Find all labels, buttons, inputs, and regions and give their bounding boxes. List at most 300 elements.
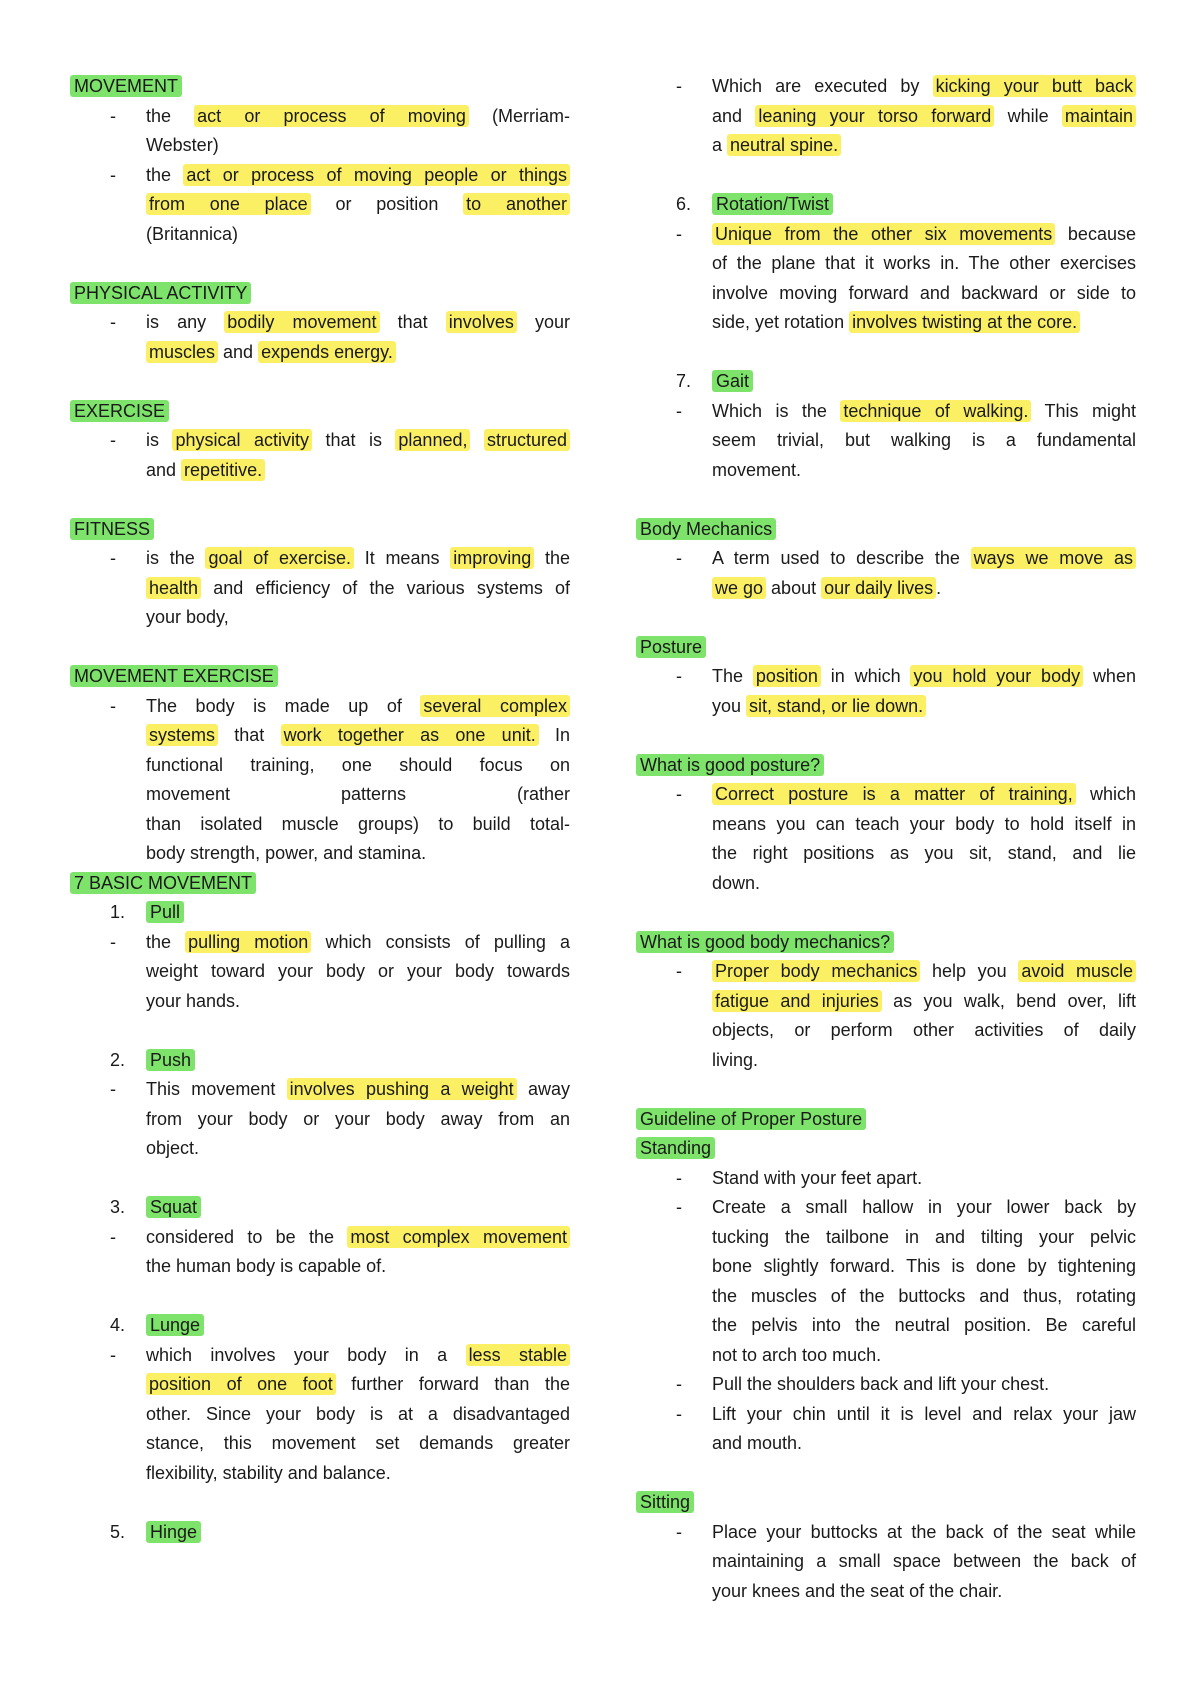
plain-text: living. xyxy=(712,1049,759,1070)
plain-text: seem trivial, but walking is a fundamental xyxy=(712,430,1136,450)
text-line xyxy=(70,190,570,220)
plain-text: than isolated muscle groups) to build total- xyxy=(146,813,570,834)
yellow-highlight-text: from one place xyxy=(146,193,311,215)
plain-text: is xyxy=(146,430,173,450)
plain-text: while xyxy=(1007,105,1062,126)
yellow-highlight-text: act or process of moving people or things xyxy=(183,164,570,186)
plain-text: flexibility, stability and balance. xyxy=(146,1462,391,1483)
text-line xyxy=(636,662,1136,692)
line-text xyxy=(712,1282,1136,1312)
text-line xyxy=(70,1075,570,1105)
section-heading xyxy=(636,751,1136,781)
yellow-highlight-text: fatigue and injuries xyxy=(712,990,882,1012)
line-text xyxy=(712,1046,1136,1076)
yellow-highlight-text: improving xyxy=(450,547,534,569)
text-line xyxy=(636,1429,1136,1459)
plain-text: when xyxy=(1092,666,1136,686)
text-line xyxy=(636,957,1136,987)
yellow-highlight-text: avoid muscle xyxy=(1018,960,1136,982)
bullet-marker: - xyxy=(110,164,116,185)
line-text xyxy=(146,456,570,486)
blank-line xyxy=(70,633,570,663)
text-line xyxy=(70,1459,570,1489)
line-text xyxy=(146,544,570,574)
yellow-highlight-text: you hold your body xyxy=(910,665,1083,687)
line-text xyxy=(712,1016,1136,1046)
line-text xyxy=(712,1193,1136,1223)
text-line xyxy=(636,1164,1136,1194)
yellow-highlight-text: technique of walking. xyxy=(840,400,1031,422)
green-highlight-text: Rotation/Twist xyxy=(712,193,833,215)
plain-text: or position xyxy=(335,194,464,214)
plain-text: side, yet rotation xyxy=(712,312,850,332)
plain-text: as you walk, bend over, lift xyxy=(893,990,1136,1011)
plain-text: the pelvis into the neutral position. Be careful xyxy=(712,1315,1136,1335)
line-text xyxy=(712,1311,1136,1341)
yellow-highlight-text: involves twisting at the core. xyxy=(849,311,1080,333)
line-text xyxy=(146,780,570,810)
text-line xyxy=(636,1577,1136,1607)
section-heading xyxy=(636,633,1136,663)
yellow-highlight-text: Unique from the other six movements xyxy=(712,223,1055,245)
section-heading xyxy=(636,1488,1136,1518)
bullet-marker: - xyxy=(676,784,682,804)
line-text xyxy=(146,1400,570,1430)
line-text xyxy=(146,1311,570,1341)
yellow-highlight-text: leaning your torso forward xyxy=(755,105,994,127)
green-highlight-text: Lunge xyxy=(146,1314,204,1336)
blank-line xyxy=(70,1164,570,1194)
text-line xyxy=(636,279,1136,309)
plain-text: your body, xyxy=(146,607,229,627)
bullet-marker: - xyxy=(676,1403,682,1424)
blank-line xyxy=(636,338,1136,368)
line-text xyxy=(146,1046,570,1076)
bullet-marker: - xyxy=(110,1344,116,1365)
numbered-item xyxy=(70,1311,570,1341)
line-text xyxy=(146,751,570,781)
line-text xyxy=(146,721,570,751)
bullet-marker: - xyxy=(676,666,682,686)
text-line xyxy=(70,308,570,338)
plain-text: your xyxy=(534,312,570,332)
bullet-marker: - xyxy=(110,695,116,716)
text-line xyxy=(70,426,570,456)
text-line xyxy=(636,456,1136,486)
line-text xyxy=(712,1341,1136,1371)
yellow-highlight-text: involves xyxy=(446,311,517,333)
yellow-highlight-text: several complex xyxy=(420,695,570,717)
right-column xyxy=(636,72,1136,1606)
item-number: 5. xyxy=(110,1521,126,1542)
blank-line xyxy=(636,485,1136,515)
line-text xyxy=(146,839,570,869)
plain-text: in which xyxy=(830,666,911,686)
plain-text: maintaining a small space between the back of xyxy=(712,1551,1136,1571)
plain-text: which consists of pulling a xyxy=(325,931,570,952)
line-text xyxy=(712,810,1136,840)
section-heading xyxy=(636,1105,1136,1135)
plain-text: and xyxy=(218,341,259,362)
text-line xyxy=(636,249,1136,279)
yellow-highlight-text: sit, stand, or lie down. xyxy=(746,695,926,717)
bullet-marker: - xyxy=(676,76,682,96)
line-text xyxy=(146,1193,570,1223)
plain-text: help you xyxy=(932,961,1019,981)
plain-text: Which is the xyxy=(712,400,841,421)
yellow-highlight-text: Proper body mechanics xyxy=(712,960,920,982)
text-line xyxy=(636,131,1136,161)
plain-text: body strength, power, and stamina. xyxy=(146,843,427,863)
text-line xyxy=(636,544,1136,574)
line-text xyxy=(712,1223,1136,1253)
text-line xyxy=(70,1105,570,1135)
line-text xyxy=(146,426,570,456)
line-text xyxy=(146,1134,570,1164)
text-line xyxy=(70,603,570,633)
text-line xyxy=(70,839,570,869)
plain-text: and efficiency of the various systems of xyxy=(213,577,570,598)
bullet-marker: - xyxy=(676,1167,682,1188)
text-line xyxy=(70,1223,570,1253)
line-text xyxy=(146,1252,570,1282)
bullet-marker: - xyxy=(676,548,682,568)
text-line xyxy=(636,1193,1136,1223)
line-text xyxy=(712,131,1136,161)
line-text xyxy=(712,1164,1136,1194)
green-highlight-text: FITNESS xyxy=(70,518,154,540)
yellow-highlight-text: ways we move as xyxy=(971,547,1136,569)
section-heading xyxy=(70,279,570,309)
yellow-highlight-text: act or process of moving xyxy=(194,105,469,127)
plain-text: and mouth. xyxy=(712,1433,803,1453)
plain-text: the xyxy=(146,164,184,185)
text-line xyxy=(70,1341,570,1371)
yellow-highlight-text: to another xyxy=(463,193,570,215)
yellow-highlight-text: pulling motion xyxy=(185,931,311,953)
plain-text: your knees and the seat of the chair. xyxy=(712,1580,1003,1601)
line-text xyxy=(146,131,570,161)
plain-text: Place your buttocks at the back of the seat while xyxy=(712,1521,1136,1542)
text-line xyxy=(70,338,570,368)
plain-text: In xyxy=(554,725,570,745)
plain-text: This might xyxy=(1044,400,1136,421)
blank-line xyxy=(636,1459,1136,1489)
line-text xyxy=(146,1370,570,1400)
line-text xyxy=(146,220,570,250)
section-heading xyxy=(70,869,570,899)
yellow-highlight-text: neutral spine. xyxy=(727,134,841,156)
plain-text: is the xyxy=(146,548,206,568)
text-line xyxy=(636,1046,1136,1076)
line-text xyxy=(712,426,1136,456)
blank-line xyxy=(636,898,1136,928)
item-number: 6. xyxy=(676,194,692,214)
text-line xyxy=(636,692,1136,722)
bullet-marker: - xyxy=(676,1521,682,1542)
green-highlight-text: Guideline of Proper Posture xyxy=(636,1108,866,1130)
bullet-marker: - xyxy=(110,931,116,952)
line-text xyxy=(146,190,570,220)
line-text xyxy=(146,1075,570,1105)
line-text xyxy=(146,338,570,368)
text-line xyxy=(636,72,1136,102)
text-line xyxy=(70,1370,570,1400)
text-line xyxy=(70,574,570,604)
item-number: 2. xyxy=(110,1049,126,1070)
plain-text: functional training, one should focus on xyxy=(146,754,570,775)
blank-line xyxy=(70,1282,570,1312)
line-text xyxy=(712,1252,1136,1282)
text-line xyxy=(636,1370,1136,1400)
line-text xyxy=(712,220,1136,250)
text-line xyxy=(636,1016,1136,1046)
text-line xyxy=(636,1311,1136,1341)
green-highlight-text: Sitting xyxy=(636,1491,694,1513)
text-line xyxy=(636,1547,1136,1577)
yellow-highlight-text: less stable xyxy=(466,1344,570,1366)
text-line xyxy=(70,751,570,781)
plain-text: The xyxy=(712,666,753,686)
plain-text: a xyxy=(712,135,728,155)
plain-text: the muscles of the buttocks and thus, rotating xyxy=(712,1285,1136,1306)
bullet-marker: - xyxy=(676,961,682,981)
bullet-marker: - xyxy=(110,312,116,332)
line-text xyxy=(712,987,1136,1017)
bullet-marker: - xyxy=(110,1079,116,1099)
line-text xyxy=(146,987,570,1017)
text-line xyxy=(636,1223,1136,1253)
line-text xyxy=(712,1577,1136,1607)
plain-text: that xyxy=(234,725,281,745)
green-highlight-text: Body Mechanics xyxy=(636,518,776,540)
section-heading xyxy=(70,72,570,102)
text-line xyxy=(70,721,570,751)
yellow-highlight-text: structured xyxy=(484,429,570,451)
yellow-highlight-text: health xyxy=(146,577,201,599)
plain-text: the right positions as you sit, stand, and lie xyxy=(712,843,1136,863)
bullet-marker: - xyxy=(110,105,116,126)
text-line xyxy=(70,161,570,191)
plain-text: (Merriam- xyxy=(492,105,570,126)
yellow-highlight-text: muscles xyxy=(146,341,218,363)
green-highlight-text: Standing xyxy=(636,1137,715,1159)
plain-text: about xyxy=(766,577,822,598)
plain-text: which involves your body in a xyxy=(146,1344,466,1365)
text-line xyxy=(636,574,1136,604)
line-text xyxy=(146,1223,570,1253)
line-text xyxy=(712,544,1136,574)
text-line xyxy=(636,1252,1136,1282)
line-text xyxy=(712,574,1136,604)
plain-text: the xyxy=(544,548,570,568)
text-line xyxy=(636,839,1136,869)
numbered-item xyxy=(636,367,1136,397)
item-number: 1. xyxy=(110,902,126,922)
plain-text: not to arch too much. xyxy=(712,1344,882,1365)
plain-text: further forward than the xyxy=(351,1374,570,1394)
line-text xyxy=(146,1105,570,1135)
numbered-item xyxy=(70,1193,570,1223)
text-line xyxy=(636,1282,1136,1312)
item-number: 3. xyxy=(110,1197,126,1217)
line-text xyxy=(712,397,1136,427)
line-text xyxy=(146,1429,570,1459)
line-text xyxy=(712,692,1136,722)
numbered-item xyxy=(636,190,1136,220)
line-text xyxy=(146,957,570,987)
plain-text: means you can teach your body to hold itself in xyxy=(712,813,1136,834)
text-line xyxy=(70,1400,570,1430)
line-text xyxy=(712,869,1136,899)
green-highlight-text: What is good body mechanics? xyxy=(636,931,894,953)
line-text xyxy=(146,603,570,633)
bullet-marker: - xyxy=(676,1374,682,1394)
plain-text: The body is made up of xyxy=(146,695,421,716)
yellow-highlight-text: most complex movement xyxy=(347,1226,570,1248)
plain-text: considered to be the xyxy=(146,1226,348,1247)
plain-text: . xyxy=(936,577,942,598)
text-line xyxy=(70,544,570,574)
blank-line xyxy=(70,1016,570,1046)
line-text xyxy=(146,810,570,840)
text-line xyxy=(636,1400,1136,1430)
yellow-highlight-text: bodily movement xyxy=(224,311,379,333)
yellow-highlight-text: kicking your butt back xyxy=(933,75,1136,97)
plain-text: your hands. xyxy=(146,990,241,1011)
line-text xyxy=(712,780,1136,810)
text-line xyxy=(636,426,1136,456)
text-line xyxy=(636,869,1136,899)
plain-text: the xyxy=(146,105,195,126)
plain-text: bone slightly forward. This is done by tightening xyxy=(712,1256,1136,1276)
plain-text: (Britannica) xyxy=(146,223,239,244)
plain-text: and xyxy=(146,459,182,480)
line-text xyxy=(712,456,1136,486)
line-text xyxy=(712,72,1136,102)
plain-text: object. xyxy=(146,1138,200,1158)
numbered-item xyxy=(70,1046,570,1076)
text-line xyxy=(70,928,570,958)
bullet-marker: - xyxy=(676,1197,682,1217)
line-text xyxy=(146,574,570,604)
item-number: 4. xyxy=(110,1315,126,1335)
plain-text: and xyxy=(712,105,756,126)
yellow-highlight-text: we go xyxy=(712,577,766,599)
plain-text: which xyxy=(1089,784,1136,804)
plain-text: Pull the shoulders back and lift your chest. xyxy=(712,1374,1050,1394)
plain-text: because xyxy=(1067,223,1136,244)
plain-text: from your body or your body away from an xyxy=(146,1108,570,1129)
yellow-highlight-text: goal of exercise. xyxy=(205,547,354,569)
line-text xyxy=(712,1429,1136,1459)
green-highlight-text: Gait xyxy=(712,370,753,392)
plain-text: down. xyxy=(712,872,761,893)
numbered-item xyxy=(70,898,570,928)
left-column xyxy=(70,72,570,1547)
blank-line xyxy=(70,1488,570,1518)
line-text xyxy=(712,839,1136,869)
text-line xyxy=(636,397,1136,427)
text-line xyxy=(70,810,570,840)
line-text xyxy=(712,367,1136,397)
yellow-highlight-text: repetitive. xyxy=(181,459,265,481)
plain-text: weight toward your body or your body towards xyxy=(146,961,570,981)
section-heading xyxy=(70,662,570,692)
green-highlight-text: Hinge xyxy=(146,1521,201,1543)
line-text xyxy=(712,249,1136,279)
green-highlight-text: 7 BASIC MOVEMENT xyxy=(70,872,256,894)
yellow-highlight-text: maintain xyxy=(1062,105,1136,127)
plain-text: Webster) xyxy=(146,135,219,155)
plain-text: Lift your chin until it is level and relax your jaw xyxy=(712,1403,1136,1424)
yellow-highlight-text: position xyxy=(753,665,821,687)
plain-text: the human body is capable of. xyxy=(146,1256,387,1276)
text-line xyxy=(636,1341,1136,1371)
green-highlight-text: MOVEMENT EXERCISE xyxy=(70,665,278,687)
plain-text: of the plane that it works in. The other exercises xyxy=(712,253,1136,273)
plain-text: movement. xyxy=(712,459,802,480)
section-heading xyxy=(70,515,570,545)
yellow-highlight-text: expends energy. xyxy=(258,341,396,363)
text-line xyxy=(636,780,1136,810)
line-text xyxy=(712,279,1136,309)
plain-text: involve moving forward and backward or side to xyxy=(712,282,1136,303)
text-line xyxy=(636,810,1136,840)
line-text xyxy=(712,1370,1136,1400)
line-text xyxy=(146,928,570,958)
bullet-marker: - xyxy=(676,223,682,244)
plain-text: It means xyxy=(364,548,451,568)
bullet-marker: - xyxy=(676,400,682,421)
line-text xyxy=(712,190,1136,220)
yellow-highlight-text: Correct posture is a matter of training, xyxy=(712,783,1076,805)
section-heading xyxy=(636,928,1136,958)
yellow-highlight-text: position of one foot xyxy=(146,1373,336,1395)
plain-text: movement patterns xyxy=(146,784,407,804)
yellow-highlight-text: our daily lives xyxy=(821,577,936,599)
blank-line xyxy=(70,249,570,279)
item-number: 7. xyxy=(676,371,692,391)
yellow-highlight-text: systems xyxy=(146,724,218,746)
plain-text: is any xyxy=(146,312,225,332)
blank-line xyxy=(636,721,1136,751)
blank-line xyxy=(636,161,1136,191)
line-text xyxy=(146,161,570,191)
yellow-highlight-text: work together as one unit. xyxy=(281,724,539,746)
green-highlight-text: MOVEMENT xyxy=(70,75,182,97)
blank-line xyxy=(636,1075,1136,1105)
text-line xyxy=(70,780,570,810)
plain-text: that is xyxy=(325,430,396,450)
line-text xyxy=(146,102,570,132)
line-text xyxy=(146,692,570,722)
text-line xyxy=(70,692,570,722)
section-heading xyxy=(636,1134,1136,1164)
green-highlight-text: What is good posture? xyxy=(636,754,824,776)
plain-text: the xyxy=(146,931,186,952)
plain-text: you xyxy=(712,695,747,716)
blank-line xyxy=(70,485,570,515)
plain-text: stance, this movement set demands greater xyxy=(146,1433,570,1453)
green-highlight-text: Squat xyxy=(146,1196,201,1218)
plain-text: other. Since your body is at a disadvantaged xyxy=(146,1403,570,1424)
bullet-marker: - xyxy=(110,1226,116,1247)
text-line xyxy=(70,957,570,987)
line-text xyxy=(712,957,1136,987)
blank-line xyxy=(636,603,1136,633)
text-line xyxy=(70,456,570,486)
